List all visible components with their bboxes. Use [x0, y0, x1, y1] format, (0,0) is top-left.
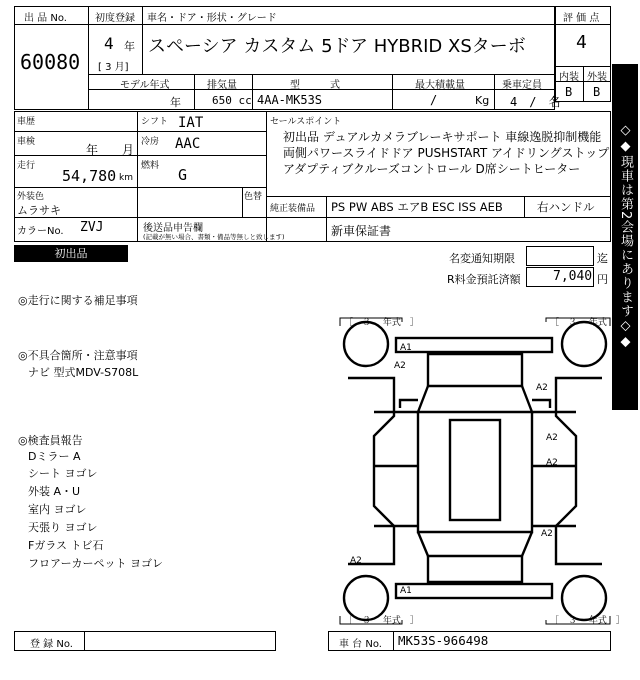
aftermarket-note: (記載が無い場合、書類・備品等無しと致します)	[143, 233, 285, 241]
inspector-item: フロアーカーペット ヨゴレ	[28, 557, 163, 570]
score-label: 評 価 点	[563, 13, 600, 24]
chassis-label: 車 台 No.	[339, 639, 382, 650]
name-change-box	[526, 246, 594, 266]
lot-number: 60080	[20, 50, 81, 74]
year-unit: 年	[124, 40, 135, 53]
interior-grade: B	[565, 85, 573, 99]
color-no-label: カラーNo.	[17, 226, 64, 237]
chassis-no: MK53S-966498	[398, 633, 489, 648]
reg-no-label: 登 録 No.	[30, 639, 73, 650]
defect-item: ナビ 型式MDV-S708L	[28, 366, 139, 379]
car-name-label: 車名・ドア・形状・グレード	[147, 13, 277, 24]
ext-color-label: 外装色	[17, 192, 45, 202]
damage-mark: A1	[400, 586, 412, 596]
corner-label-br: ［ ３ 年式 ］	[550, 616, 625, 626]
displacement: 650 cc	[212, 94, 252, 107]
recycle-unit: 円	[597, 273, 608, 286]
damage-mark: A2	[541, 529, 553, 539]
car-diagram	[338, 316, 625, 628]
recycle-amount: 7,040	[553, 269, 593, 284]
model-type-label: 型 式	[290, 80, 340, 91]
damage-mark: A2	[394, 361, 406, 371]
max-load: /	[430, 93, 438, 107]
sales-point-line-2: 両側パワースライドドア PUSHSTART アイドリングストップ	[283, 146, 610, 160]
capacity: 4 / 名	[510, 95, 561, 109]
first-reg-label: 初度登録	[95, 13, 135, 24]
color-no: ZVJ	[80, 220, 104, 235]
shift-label: シフト	[141, 117, 169, 127]
capacity-label: 乗車定員	[502, 80, 542, 91]
mileage-label: 走行	[17, 161, 36, 171]
corner-label-tl: ［ ３ 年式 ］	[344, 318, 419, 328]
supplement-title: ◎走行に関する補足事項	[18, 294, 138, 307]
name-change-label: 名変通知期限	[449, 252, 515, 265]
damage-mark: A2	[546, 433, 558, 443]
mileage-unit: km	[119, 173, 133, 183]
damage-mark: A2	[536, 383, 548, 393]
inspector-item: Dミラー A	[28, 450, 81, 463]
model-year-label: モデル年式	[120, 80, 170, 91]
lot-no-label: 出 品 No.	[24, 13, 67, 24]
first-listing-badge: 初出品	[14, 245, 128, 262]
first-reg-month: [ 3 月]	[98, 62, 129, 73]
sales-point-line-3: アダプティブクルーズコントロール D席シートヒーター	[283, 162, 581, 176]
max-load-label: 最大積載量	[415, 80, 465, 91]
score-value: 4	[576, 32, 587, 53]
sales-points-label: セールスポイント	[270, 117, 342, 127]
corner-label-tr: ［ ３ 年式 ］	[550, 318, 625, 328]
inspector-title: ◎検査員報告	[18, 434, 83, 447]
model-type: 4AA-MK53S	[257, 93, 323, 107]
ext-color: ムラサキ	[17, 204, 61, 217]
exterior-label: 外装	[587, 72, 607, 83]
corner-label-bl: ［ ３ 年式 ］	[344, 616, 419, 626]
damage-mark: A2	[350, 556, 362, 566]
inspector-item: 天張り ヨゴレ	[28, 521, 98, 534]
inspector-item: 外装 A・U	[28, 485, 81, 498]
inspection-value: 年 月	[86, 143, 135, 157]
exterior-grade: B	[593, 85, 601, 99]
damage-mark: A2	[546, 458, 558, 468]
recycle-label: R料金預託済額	[447, 273, 521, 286]
inspection-label: 車検	[17, 137, 36, 147]
ac: AAC	[175, 136, 201, 152]
displacement-label: 排気量	[207, 80, 237, 91]
fuel: G	[178, 166, 188, 184]
fuel-label: 燃料	[141, 161, 160, 171]
mileage: 54,780	[62, 167, 117, 185]
history-label: 車歴	[17, 117, 36, 127]
first-reg-year: 4	[104, 34, 114, 53]
handle: 右ハンドル	[537, 200, 595, 214]
car-name: スペーシア カスタム 5ドア HYBRID XSターボ	[148, 36, 526, 57]
shift: IAT	[178, 115, 204, 131]
warranty: 新車保証書	[331, 224, 392, 238]
equipment: PS PW ABS エアB ESC ISS AEB	[331, 200, 503, 214]
damage-mark: A1	[400, 343, 412, 353]
defect-title: ◎不具合箇所・注意事項	[18, 349, 138, 362]
name-change-unit: 迄	[597, 252, 608, 265]
model-year-unit: 年	[170, 96, 181, 109]
ac-label: 冷房	[141, 137, 160, 147]
inspector-item: Fガラス トビ石	[28, 539, 104, 552]
venue-banner: ◇◆現車は第2会場にあります◇◆	[612, 64, 638, 410]
aftermarket-label: 後送品申告欄	[143, 223, 203, 234]
max-load-unit: Kg	[475, 94, 490, 107]
inspector-item: 室内 ヨゴレ	[28, 503, 87, 516]
equipment-label: 純正装備品	[270, 204, 316, 214]
sales-point-line-1: 初出品 デュアルカメラブレーキサポート 車線逸脱抑制機能	[283, 130, 602, 144]
interior-label: 内装	[559, 72, 579, 83]
color-change-label: 色替	[244, 192, 263, 202]
inspector-item: シート ヨゴレ	[28, 467, 98, 480]
